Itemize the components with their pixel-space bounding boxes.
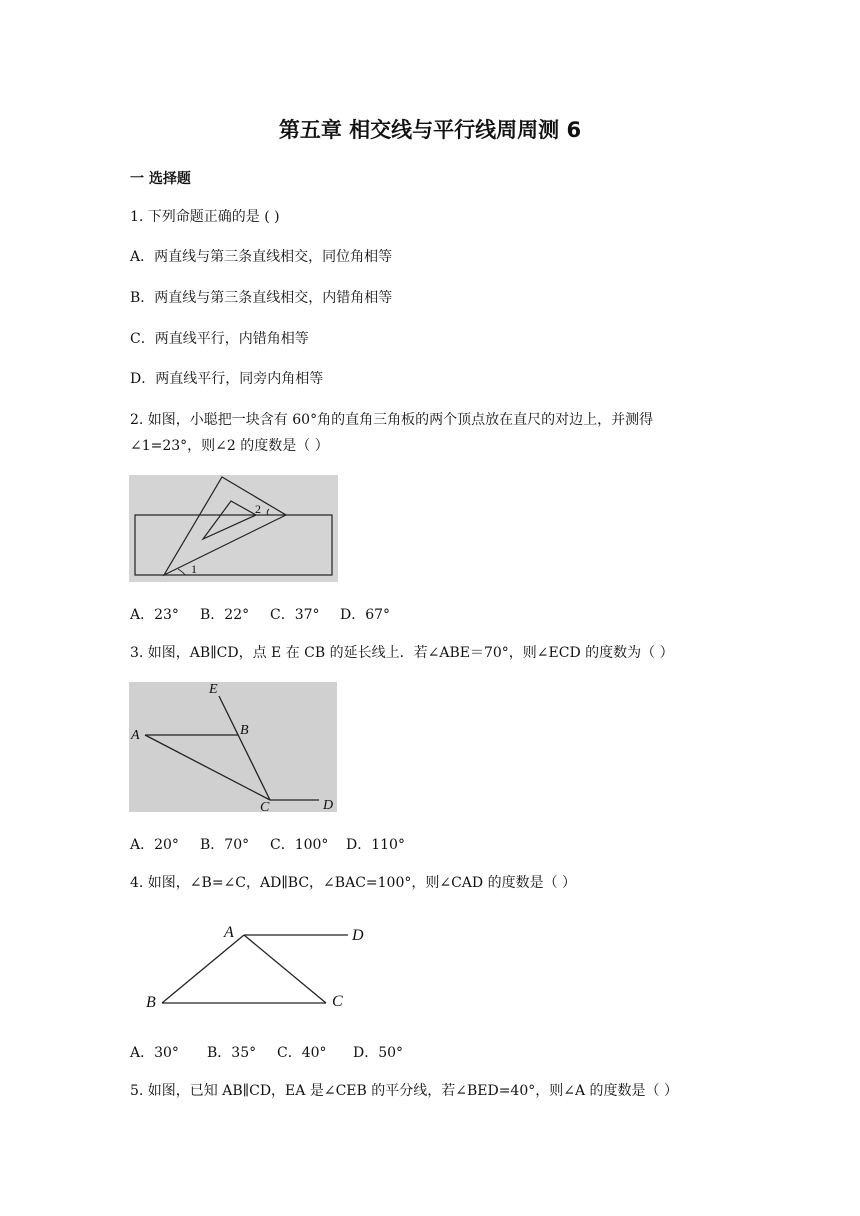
q1-option-a: A．两直线与第三条直线相交，同位角相等 (130, 249, 393, 265)
q1-stem: 1. 下列命题正确的是 ( ) (130, 209, 280, 225)
q3-figure (129, 682, 337, 812)
q3-label-b: B (240, 723, 249, 738)
q3-stem: 3. 如图，AB∥CD，点 E 在 CB 的延长线上．若∠ABE＝70°，则∠ECD 的度数为（ ） (130, 645, 674, 661)
q2-stem-line1: 2. 如图，小聪把一块含有 60°角的直角三角板的两个顶点放在直尺的对边上，并测得 (130, 412, 654, 428)
q3-label-d: D (323, 798, 334, 812)
q4-label-d: D (352, 927, 364, 944)
q4-label-c: C (332, 993, 343, 1010)
q2-option-d: D．67° (340, 607, 391, 623)
q3-label-e: E (209, 682, 218, 697)
q4-stem: 4. 如图，∠B=∠C，AD∥BC，∠BAC=100°，则∠CAD 的度数是（ ） (130, 875, 577, 891)
q1-option-d: D．两直线平行，同旁内角相等 (130, 371, 324, 387)
q2-option-c: C．37° (270, 607, 320, 623)
q4-option-d: D．50° (353, 1045, 404, 1061)
q4-label-a: A (224, 924, 234, 941)
q4-option-c: C．40° (277, 1045, 327, 1061)
q3-option-c: C．100° (270, 837, 329, 853)
q3-option-b: B．70° (200, 837, 250, 853)
q2-label-angle1: 1 (191, 562, 197, 576)
q4-segment-ac (244, 935, 326, 1003)
q4-option-b: B．35° (207, 1045, 257, 1061)
q4-segment-ab (162, 935, 244, 1003)
q3-figure-background (129, 682, 337, 812)
q5-stem: 5. 如图，已知 AB∥CD，EA 是∠CEB 的平分线，若∠BED=40°，则∠A 的度数是（ ） (130, 1083, 678, 1099)
q3-label-c: C (260, 800, 270, 812)
q2-stem-line2: ∠1=23°，则∠2 的度数是（ ） (130, 438, 329, 454)
section-heading: 一 选择题 (130, 171, 191, 187)
q1-option-c: C．两直线平行，内错角相等 (130, 331, 309, 347)
q2-option-a: A．23° (130, 607, 179, 623)
q4-label-b: B (146, 994, 156, 1011)
q3-label-a: A (131, 728, 140, 743)
q4-figure (140, 920, 380, 1015)
q2-figure-background (129, 475, 338, 582)
q3-option-a: A．20° (130, 837, 179, 853)
q2-label-angle2: 2 (255, 502, 261, 516)
page-title: 第五章 相交线与平行线周周测 6 (278, 118, 582, 142)
q2-option-b: B．22° (200, 607, 250, 623)
q3-option-d: D．110° (346, 837, 405, 853)
q1-option-b: B．两直线与第三条直线相交，内错角相等 (130, 290, 393, 306)
q2-figure (129, 475, 338, 582)
q4-option-a: A．30° (130, 1045, 179, 1061)
